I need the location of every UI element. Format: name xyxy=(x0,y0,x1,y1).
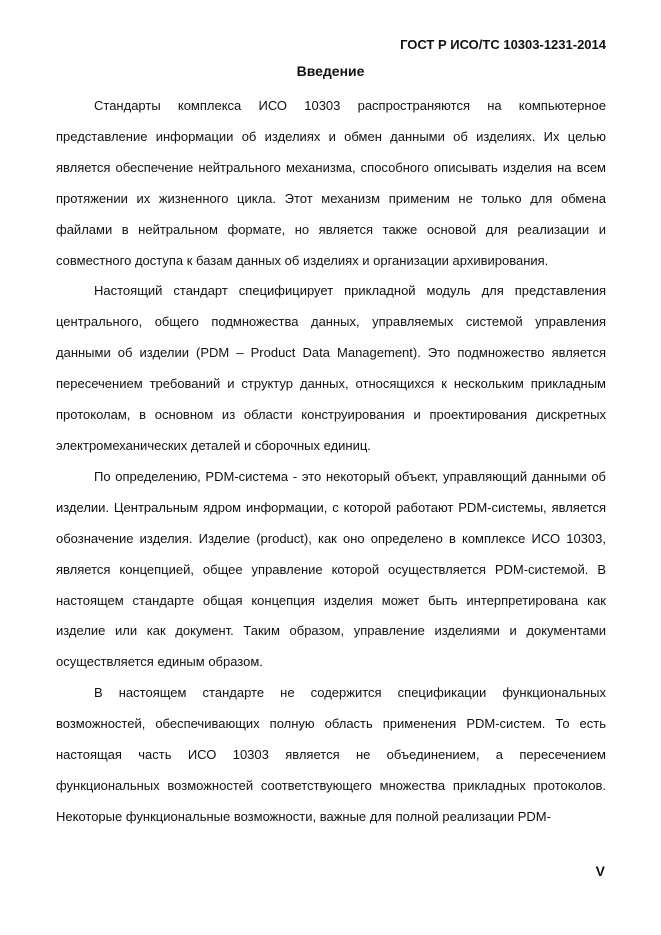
paragraph-4: В настоящем стандарте не содержится спецификации функциональных возможностей, обеспечивающих полную область применения PDM-систем. То есть настоящая часть ИСО 10303 является не объединением, а пересечением функциональных возможностей соответствующего множества прикладных протоколов. Некоторые функциональные возможности, важные для полной реализации PDM- xyxy=(56,685,606,824)
paragraph-3: По определению, PDM-система - это некоторый объект, управляющий данными об изделии. Центральным ядром информации, с которой работают PDM-системы, является обозначение изделия. Изделие (product), как оно определено в комплексе ИСО 10303, является концепцией, общее управление которой осуществляется PDM-системой. В настоящем стандарте общая концепция изделия может быть интерпретирована как изделие или как документ. Таким образом, управление изделиями и документами осуществляется единым образом. xyxy=(56,468,606,670)
standard-code-header: ГОСТ Р ИСО/ТС 10303-1231-2014 xyxy=(400,37,606,52)
paragraph-2: Настоящий стандарт специфицирует прикладной модуль для представления центрального, общего подмножества данных, управляемых системой управления данными об изделии (PDM – Product Data Management). Это подмножество является пересечением требований и структур данных, относящихся к нескольким прикладным протоколам, в основном из области конструирования и проектирования дискретных электромеханических деталей и сборочных единиц. xyxy=(56,283,606,453)
page-number: V xyxy=(595,863,605,879)
paragraph-1: Стандарты комплекса ИСО 10303 распространяются на компьютерное представление информации об изделиях и обмен данными об изделиях. Их целью является обеспечение нейтрального механизма, способного описывать изделия на всем протяжении их жизненного цикла. Этот механизм применим не только для обмена файлами в нейтральном формате, но является также основой для реализации и совместного доступа к базам данных об изделиях и организации архивирования. xyxy=(56,98,606,268)
body-text xyxy=(56,91,606,833)
section-title: Введение xyxy=(296,63,365,79)
